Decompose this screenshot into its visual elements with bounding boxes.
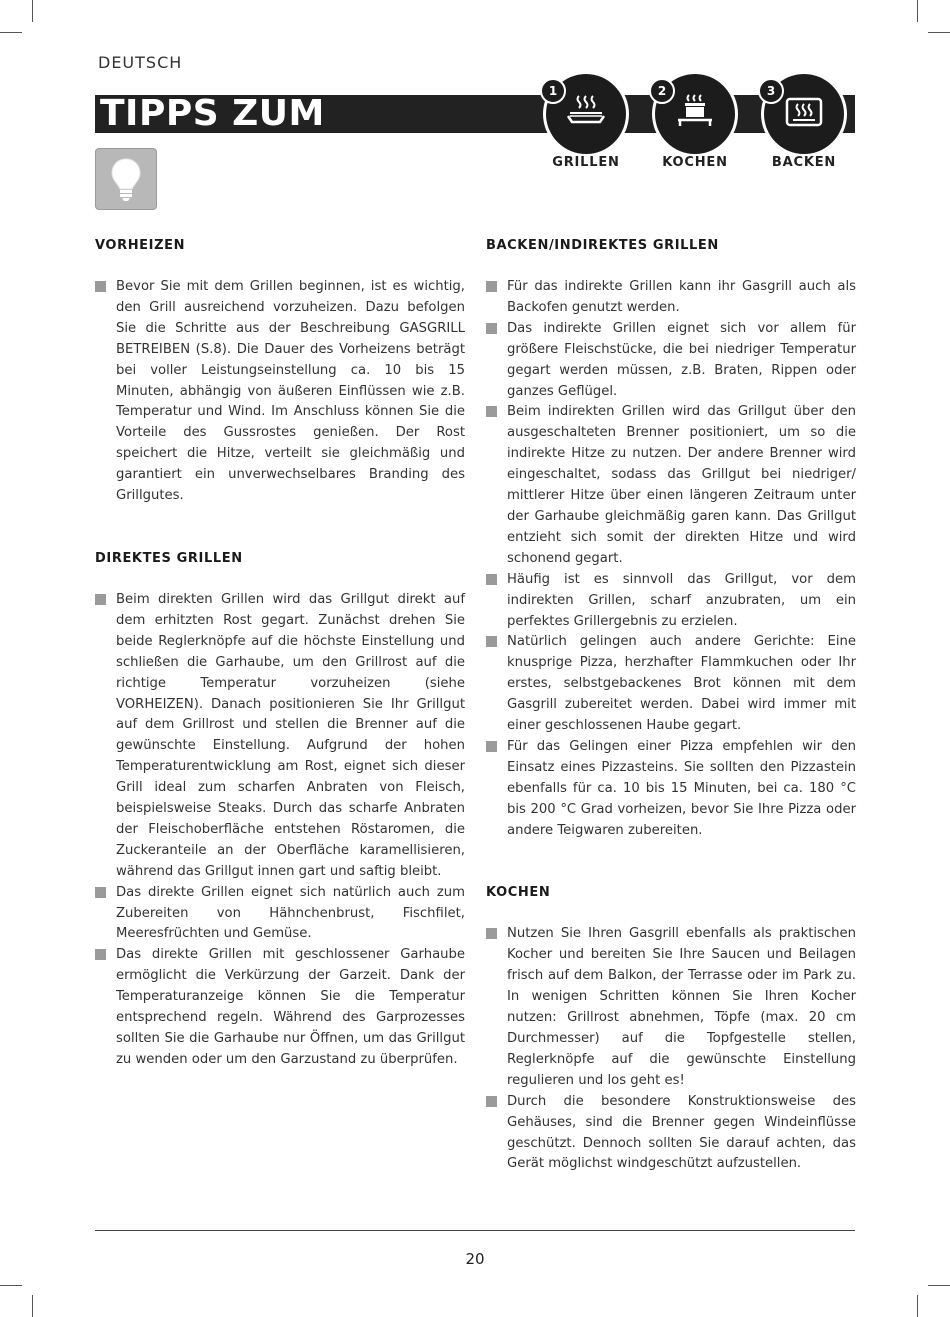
list-item: Häufig ist es sinnvoll das Grillgut, vor dem indirekten Grillen, scharf anzubraten, um ein perfektes Grillergebnis zu erzielen. bbox=[486, 570, 856, 633]
crop-mark bbox=[928, 1285, 950, 1286]
list-item: Beim direkten Grillen wird das Grillgut direkt auf dem erhitzten Rost gegart. Zunächst drehen Sie beide Reglerknöpfe auf die höchste Einstellung und schließen die Garhaube, um den Grillrost auf die richtige Temperatur vorzuheizen (siehe VORHEIZEN). Danach positionieren Sie Ihr Grillgut auf dem Grillrost und stellen die Brenner auf die gewünschte Einstellung. Aufgrund der hohen Temperaturentwicklung am Rost, eignet sich dieser Grill ideal zum scharfen Anbraten von Fleisch, beispielsweise Steaks. Durch das scharfe Anbraten der Fleischoberfläche entstehen Röstaromen, die Zuckeranteile an der Oberfläche karamellisieren, während das Grillgut innen gart und saftig bleibt. bbox=[95, 590, 465, 883]
mode-number: 2 bbox=[649, 78, 675, 104]
lightbulb-icon bbox=[96, 149, 156, 209]
tip-box bbox=[95, 148, 157, 210]
mode-label: GRILLEN bbox=[552, 155, 620, 170]
section-heading-kochen: KOCHEN bbox=[486, 885, 551, 901]
list-item: Für das indirekte Grillen kann ihr Gasgrill auch als Backofen genutzt werden. bbox=[486, 277, 856, 319]
list-backen bbox=[486, 277, 856, 841]
crop-mark bbox=[917, 0, 918, 22]
list-item: Nutzen Sie Ihren Gasgrill ebenfalls als praktischen Kocher und bereiten Sie Ihre Saucen und Beilagen frisch auf dem Balkon, der Terrasse oder im Park zu. In wenigen Schritten können Sie Ihren Kocher nutzen: Grillrost abnehmen, Töpfe (max. 20 cm Durchmesser) auf die Topfgestelle stellen, Reglerknöpfe auf die gewünschte Einstellung regulieren und los geht es! bbox=[486, 924, 856, 1091]
mode-kochen bbox=[655, 74, 735, 174]
list-vorheizen bbox=[95, 277, 465, 507]
section-heading-direktes-grillen: DIREKTES GRILLEN bbox=[95, 550, 243, 566]
crop-mark bbox=[928, 32, 950, 33]
mode-number: 1 bbox=[540, 78, 566, 104]
crop-mark bbox=[0, 1285, 22, 1286]
list-item: Natürlich gelingen auch andere Gerichte: Eine knusprige Pizza, herzhafter Flammkuchen oder Ihr erstes, selbstgebackenes Brot können mit dem Gasgrill zubereitet werden. Dabei wird immer mit einer geschlossenen Haube gegart. bbox=[486, 632, 856, 737]
footer-rule bbox=[95, 1230, 855, 1231]
oven-icon bbox=[784, 92, 824, 132]
section-heading-vorheizen: VORHEIZEN bbox=[95, 238, 186, 253]
list-item: Das direkte Grillen eignet sich natürlich auch zum Zubereiten von Hähnchenbrust, Fischfilet, Meeresfrüchten und Gemüse. bbox=[95, 883, 465, 946]
list-item: Bevor Sie mit dem Grillen beginnen, ist es wichtig, den Grill ausreichend vorzuheizen. Dazu befolgen Sie die Schritte aus der Beschreibung GASGRILL BETREIBEN (S.8). Die Dauer des Vorheizens beträgt bei voller Leistungseinstellung ca. 10 bis 15 Minuten, abhängig von äußeren Einflüssen wie z.B. Temperatur und Wind. Im Anschluss können Sie die Vorteile des Gussrostes genießen. Der Rost speichert die Hitze, verteilt sie gleichmäßig und garantiert ein unverwechselbares Branding des Grillgutes. bbox=[95, 277, 465, 507]
language-label: DEUTSCH bbox=[98, 53, 183, 72]
mode-label: BACKEN bbox=[771, 155, 837, 170]
list-item: Für das Gelingen einer Pizza empfehlen wir den Einsatz eines Pizzasteins. Sie sollten den Pizzastein ebenfalls für ca. 10 bis 15 Minuten, bei ca. 180 °C bis 200 °C Grad vorheizen, bevor Sie Ihre Pizza oder andere Teigwaren zubereiten. bbox=[486, 737, 856, 842]
crop-mark bbox=[32, 1295, 33, 1317]
list-item: Durch die besondere Konstruktionsweise des Gehäuses, sind die Brenner gegen Windeinflüsse geschützt. Dennoch sollten Sie darauf achten, das Gerät möglichst windgeschützt aufzustellen. bbox=[486, 1092, 856, 1176]
crop-mark bbox=[0, 32, 22, 33]
mode-number: 3 bbox=[758, 78, 784, 104]
left-column bbox=[95, 236, 465, 1071]
section-heading-backen: BACKEN/INDIREKTES GRILLEN bbox=[486, 238, 719, 253]
list-item: Das direkte Grillen mit geschlossener Garhaube ermöglicht die Verkürzung der Garzeit. Dank der Temperaturanzeige können Sie die Temperatur entsprechend regeln. Während des Garprozesses sollten Sie die Garhaube nur Öffnen, um das Grillgut zu wenden oder um den Garzustand zu überprüfen. bbox=[95, 945, 465, 1070]
crop-mark bbox=[917, 1295, 918, 1317]
page-title: TIPPS ZUM bbox=[100, 93, 325, 134]
list-item: Das indirekte Grillen eignet sich vor allem für größere Fleischstücke, die bei niedriger Temperatur gegart werden müssen, z.B. Braten, Rippen oder ganzes Geflügel. bbox=[486, 319, 856, 403]
mode-grillen bbox=[546, 74, 626, 174]
mode-label: KOCHEN bbox=[662, 155, 728, 170]
grill-icon bbox=[566, 92, 606, 132]
list-item: Beim indirekten Grillen wird das Grillgut über den ausgeschalteten Brenner positioniert, um so die indirekte Hitze zu nutzen. Der andere Brenner wird eingeschaltet, sodass das Grillgut bei niedriger/ mittlerer Hitze über einen längeren Zeitraum unter der Garhaube gleichmäßig garen kann. Das Grillgut entzieht sich somit der direkten Hitze und wird schonend gegart. bbox=[486, 402, 856, 569]
crop-mark bbox=[32, 0, 33, 22]
list-direktes-grillen bbox=[95, 590, 465, 1071]
list-kochen bbox=[486, 924, 856, 1175]
page-number: 20 bbox=[465, 1250, 485, 1268]
mode-backen bbox=[764, 74, 844, 174]
right-column bbox=[486, 236, 856, 1175]
pot-icon bbox=[675, 92, 715, 132]
